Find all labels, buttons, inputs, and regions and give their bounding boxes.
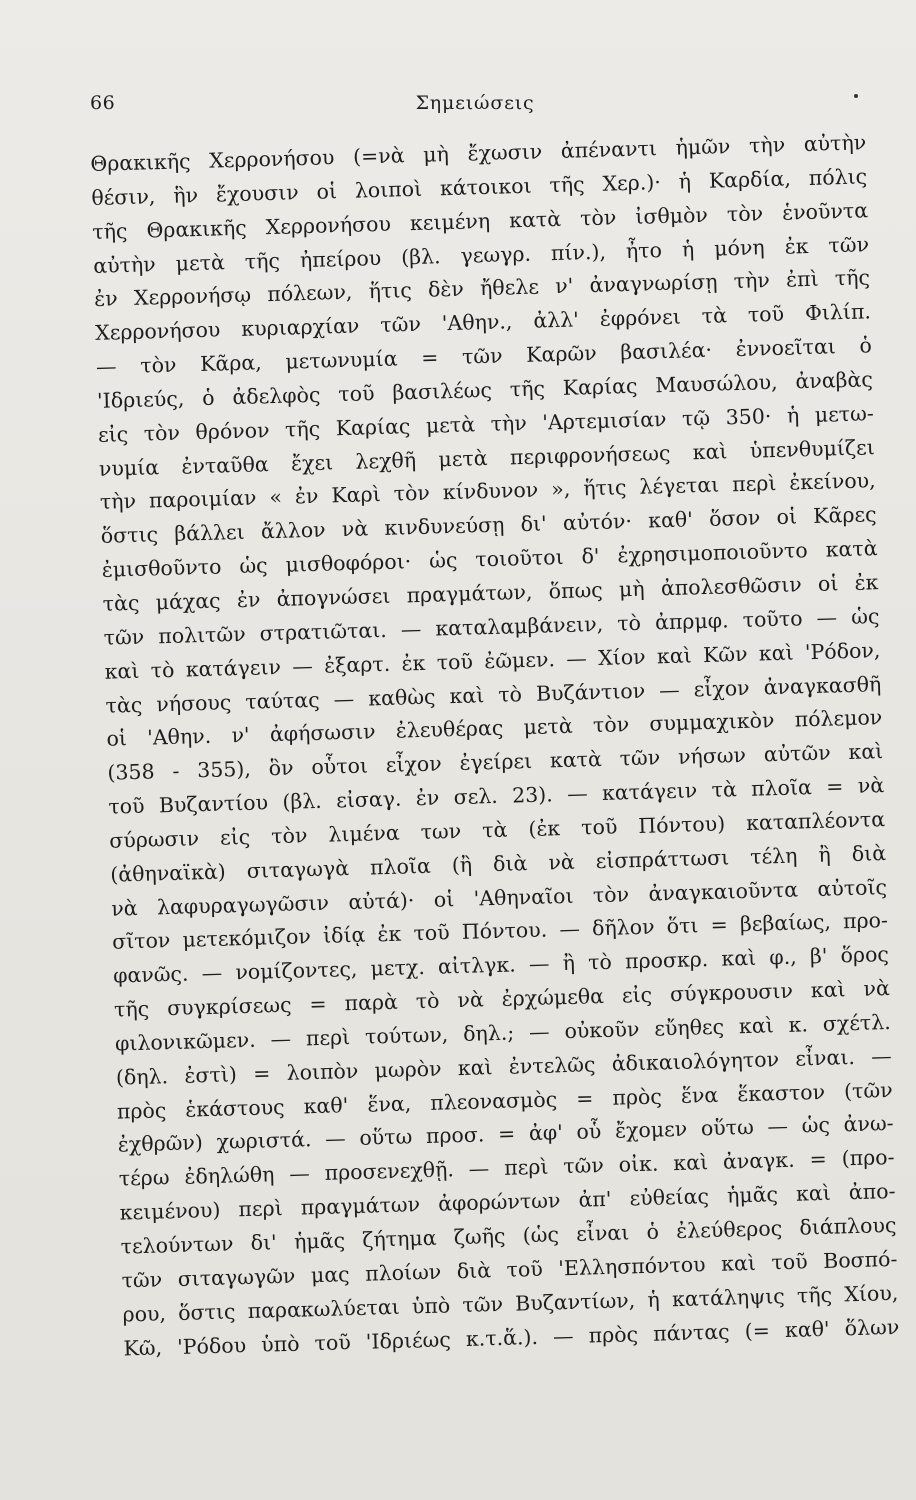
text-line: τὰς μάχας ἐν ἀπογνώσει πραγμάτων, ὅπως μὴ ἀπολεσθῶσιν οἱ ἐκ	[102, 570, 879, 616]
text-line: νὰ λαφυραγωγῶσιν αὐτά)· οἱ 'Αθηναῖοι τὸν ἀναγκαιοῦντα αὐτοῖς	[110, 874, 888, 921]
text-line: σύρωσιν εἰς τὸν λιμένα των τὰ (ἐκ τοῦ Πόντου) καταπλέοντα	[109, 806, 886, 853]
text-line: κειμένου) περὶ πραγμάτων ἀφορώντων ἀπ' εὐθείας ἡμᾶς καὶ ἀπο-	[119, 1179, 896, 1225]
text-line: ὅστις βάλλει ἄλλον νὰ κινδυνεύσῃ δι' αὐτόν· καθ' ὅσον οἱ Κᾶρες	[100, 502, 877, 549]
running-title: Σημειώσεις	[415, 92, 535, 114]
text-line: — τὸν Κᾶρα, μετωνυμία = τῶν Καρῶν βασιλέα· ἐννοεῖται ὁ	[95, 333, 873, 379]
text-line: τοῦ Βυζαντίου (βλ. εἰσαγ. ἐν σελ. 23). — κατάγειν τὰ πλοῖα = νὰ	[108, 773, 885, 819]
text-line: τέρω ἐδηλώθη — προσενεχθῇ. — περὶ τῶν οἰκ. καὶ ἀναγκ. = (προ-	[118, 1145, 895, 1191]
text-line: ἐν Χερρονήσῳ πόλεων, ἥτις δὲν ἤθελε ν' ἀναγνωρίσῃ τὴν ἐπὶ τῆς	[93, 265, 871, 312]
text-line: σῖτον μετεκόμιζον ἰδίᾳ ἐκ τοῦ Πόντου. — δῆλον ὅτι = βεβαίως, προ-	[111, 908, 889, 955]
text-line: θέσιν, ἣν ἔχουσιν οἱ λοιποὶ κάτοικοι τῆς Χερ.)· ἡ Καρδία, πόλις	[91, 164, 868, 210]
text-line: φανῶς. — νομίζοντες, μετχ. αἰτλγκ. — ἢ τὸ προσκρ. καὶ φ., β' ὅρος	[112, 942, 890, 988]
text-line: καὶ τὸ κατάγειν — ἐξαρτ. ἐκ τοῦ ἐῶμεν. — Χίον καὶ Κῶν καὶ 'Ρόδον,	[104, 637, 881, 684]
text-line: εἰς τὸν θρόνον τῆς Καρίας μετὰ τὴν 'Αρτεμισίαν τῷ 350· ἡ μετω-	[97, 400, 875, 447]
text-line: ρου, ὅστις παρακωλύεται ὑπὸ τῶν Βυζαντίων, ἡ κατάληψις τῆς Χίου,	[122, 1280, 899, 1327]
text-line: πρὸς ἑκάστους καθ' ἕνα, πλεονασμὸς = πρὸς ἕνα ἕκαστον (τῶν	[116, 1077, 893, 1124]
text-line: ἐμισθοῦντο ὡς μισθοφόροι· ὡς τοιοῦτοι δ' ἐχρησιμοποιοῦντο κατὰ	[101, 536, 878, 582]
text-line: τῆς Θρακικῆς Χερρονήσου κειμένη κατὰ τὸν ἰσθμὸν τὸν ἑνοῦντα	[92, 197, 869, 244]
text-line: τελούντων δι' ἡμᾶς ζήτημα ζωῆς (ὡς εἶναι ὁ ἐλεύθερος διάπλους	[120, 1212, 897, 1259]
text-line: Θρακικῆς Χερρονήσου (=νὰ μὴ ἔχωσιν ἀπέναντι ἡμῶν τὴν αὐτὴν	[90, 130, 867, 176]
text-line: τῶν πολιτῶν στρατιῶται. — καταλαμβάνειν, τὸ ἀπρμφ. τοῦτο — ὡς	[103, 603, 880, 650]
text-line: ἐχθρῶν) χωριστά. — οὕτω προσ. = ἀφ' οὗ ἔχομεν οὕτω — ὡς ἀνω-	[117, 1111, 894, 1158]
text-line: Κῶ, 'Ρόδου ὑπὸ τοῦ 'Ιδριέως κ.τ.ἅ.). — πρὸς πάντας (= καθ' ὅλων	[123, 1314, 900, 1361]
text-line: τῶν σιταγωγῶν μας πλοίων διὰ τοῦ 'Ελλησπόντου καὶ τοῦ Βοσπό-	[121, 1246, 898, 1293]
page-number: 66	[90, 92, 116, 114]
text-line: τὰς νήσους ταύτας — καθὼς καὶ τὸ Βυζάντιον — εἶχον ἀναγκασθῆ	[105, 671, 882, 718]
text-line: (δηλ. ἐστὶ) = λοιπὸν μωρὸν καὶ ἐντελῶς ἀδικαιολόγητον εἶναι. —	[115, 1043, 892, 1090]
text-line: φιλονικῶμεν. — περὶ τούτων, δηλ.; — οὐκοῦν εὔηθες καὶ κ. σχέτλ.	[114, 1009, 892, 1056]
text-line: αὐτὴν μετὰ τῆς ἠπείρου (βλ. γεωγρ. πίν.), ἦτο ἡ μόνη ἐκ τῶν	[92, 231, 870, 278]
text-line: (ἀθηναϊκὰ) σιταγωγὰ πλοῖα (ἢ διὰ νὰ εἰσπράττωσι τέλη ἢ διὰ	[109, 840, 887, 887]
ink-dot	[854, 94, 858, 98]
text-line: 'Ιδριεύς, ὁ ἀδελφὸς τοῦ βασιλέως τῆς Καρίας Μαυσώλου, ἀναβὰς	[96, 367, 874, 413]
text-line: τὴν παροιμίαν « ἐν Καρὶ τὸν κίνδυνον », ἥτις λέγεται περὶ ἐκείνου,	[99, 468, 876, 515]
text-line: (358 - 355), ὃν οὗτοι εἶχον ἐγείρει κατὰ τῶν νήσων αὐτῶν καὶ	[107, 739, 884, 785]
text-line: νυμία ἐνταῦθα ἔχει λεχθῆ μετὰ περιφρονήσεως καὶ ὑπενθυμίζει	[98, 434, 875, 481]
text-line: Χερρονήσου κυριαρχίαν τῶν 'Αθην., ἀλλ' ἐφρόνει τὰ τοῦ Φιλίπ.	[94, 299, 872, 346]
page-header	[90, 92, 860, 124]
text-line: τῆς συγκρίσεως = παρὰ τὸ νὰ ἐρχώμεθα εἰς σύγκρουσιν καὶ νὰ	[113, 976, 891, 1022]
text-line: οἱ 'Αθην. ν' ἀφήσωσιν ἐλευθέρας μετὰ τὸν συμμαχικὸν πόλεμον	[106, 705, 883, 752]
notes-text-block	[90, 126, 900, 1366]
